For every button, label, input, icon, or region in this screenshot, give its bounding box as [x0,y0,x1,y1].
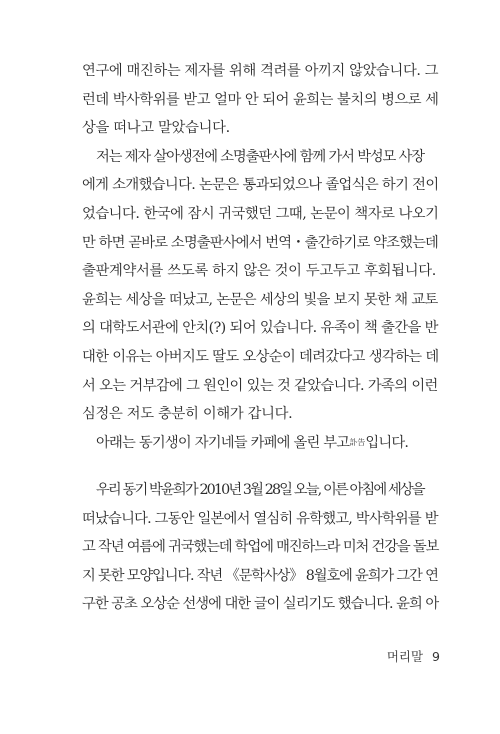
text-line: 저는 제자 살아생전에 소명출판사에 함께 가서 박성모 사장 [96,148,424,165]
paragraph [82,143,438,429]
quoted-obituary [82,476,438,619]
text-line: 윤희는 세상을 떠났고, 논문은 세상의 빛을 보지 못한 채 교토 [82,291,438,308]
running-title: 머리말 [386,649,424,664]
text-line: 런데 박사학위를 받고 얼마 안 되어 윤희는 불치의 병으로 세 [82,91,439,108]
obituary-intro-end: 입니다. [365,434,409,451]
page-footer [387,647,440,665]
text-line: 연구에 매진하는 제자를 위해 격려를 아끼지 않았습니다. 그 [82,63,439,79]
text-line: 상을 떠나고 말았습니다. [82,120,230,137]
text-line: 떠났습니다. 그동안 일본에서 열심히 유학했고, 박사학위를 받 [82,510,438,527]
text-line: 심정은 저도 충분히 이해가 갑니다. [82,406,293,423]
text-line [82,429,438,458]
text-line: 서 오는 거부감에 그 원인이 있는 것 같았습니다. 가족의 이런 [82,377,438,394]
paragraph [82,476,438,619]
text-line: 대한 이유는 아버지도 딸도 오상순이 데려갔다고 생각하는 데 [82,348,439,365]
hanja-annotation: 訃告 [349,437,366,447]
text-line: 만 하면 곧바로 소명출판사에서 번역・출간하기로 약조했는데 [82,234,438,251]
obituary-intro: 아래는 동기생이 자기네들 카페에 올린 부고 [96,434,350,451]
text-line: 출판계약서를 쓰도록 하지 않은 것이 두고두고 후회됩니다. [82,263,436,280]
page-number: 9 [432,649,440,664]
text-line: 고 작년 여름에 귀국했는데 학업에 매진하느라 미처 건강을 돌보 [82,539,439,556]
text-line: 구한 공초 오상순 선생에 대한 글이 실리기도 했습니다. 윤희 아 [82,596,439,613]
text-line: 었습니다. 한국에 잠시 귀국했던 그때, 논문이 책자로 나오기 [82,205,439,222]
paragraph [82,57,438,143]
text-line: 에게 소개했습니다. 논문은 통과되었으나 졸업식은 하기 전이 [82,177,439,194]
text-line: 지 못한 모양입니다. 작년 《문학사상》 8월호에 윤희가 그간 연 [82,567,438,584]
paragraph [82,429,438,458]
main-text [82,57,438,457]
text-line: 우리 동기 박윤희가 2010년 3월 28일 오늘, 이른 아침에 세상을 [96,482,424,498]
text-line: 의 대학도서관에 안치(?) 되어 있습니다. 유족이 책 출간을 반 [82,320,438,337]
